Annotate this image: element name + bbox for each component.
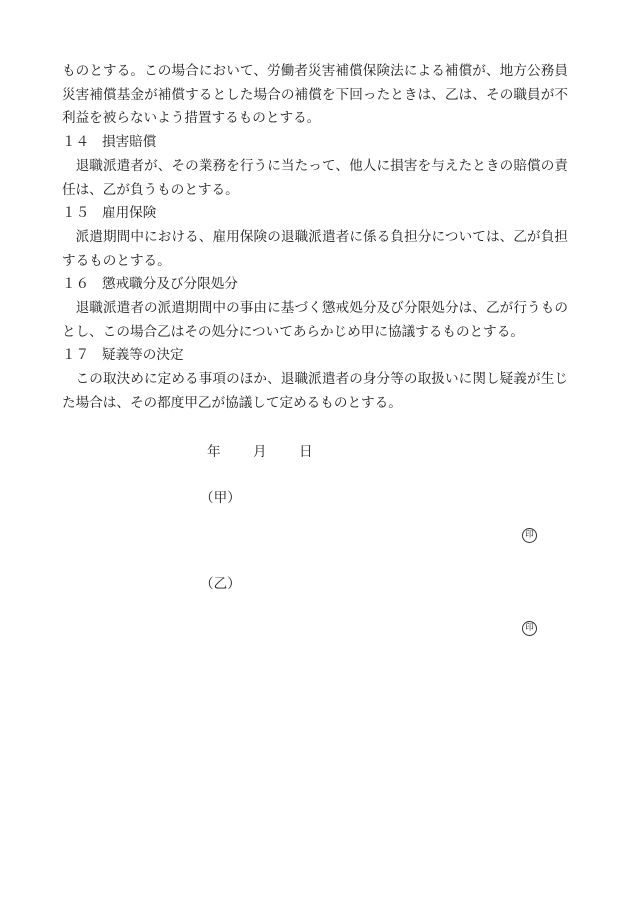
section-17-text: この取決めに定める事項のほか、退職派遣者の身分等の取扱いに関し疑義が生じた場合は、その都度甲乙が協議して定めるものとする。	[62, 371, 568, 411]
seal-icon: 印	[522, 528, 537, 543]
seal-icon: 印	[522, 621, 537, 636]
section-14-number: １４	[62, 134, 90, 151]
date-month: 月	[253, 444, 267, 460]
section-14-heading	[62, 131, 568, 155]
section-16-text: 退職派遣者の派遣期間中の事由に基づく懲戒処分及び分限処分は、乙が行うものとし、この場合乙はその処分についてあらかじめ甲に協議するものとする。	[62, 300, 568, 340]
date-line	[207, 443, 313, 461]
section-15-title: 雇用保険	[102, 205, 157, 222]
date-year: 年	[207, 444, 221, 460]
section-14-text: 退職派遣者が、その業務を行うに当たって、他人に損害を与えたときの賠償の責任は、乙が負うものとする。	[62, 157, 568, 198]
section-16-number: １６	[62, 276, 90, 293]
section-16-heading	[62, 273, 568, 297]
intro-paragraph: ものとする。この場合において、労働者災害補償保険法による補償が、地方公務員災害補償基金が補償するとした場合の補償を下回ったときは、乙は、その職員が不利益を被らないよう措置するものとする。	[62, 63, 568, 127]
section-14-title: 損害賠償	[102, 134, 157, 151]
section-15-heading	[62, 202, 568, 226]
document-body	[62, 60, 568, 416]
section-15-text: 派遣期間中における、雇用保険の退職派遣者に係る負担分については、乙が負担するものとする。	[62, 228, 568, 269]
party-a-label: （甲）	[200, 490, 241, 506]
section-17-number: １７	[62, 347, 90, 364]
section-17-heading	[62, 344, 568, 368]
date-day: 日	[299, 444, 313, 460]
section-16-title: 懲戒職分及び分限処分	[102, 276, 238, 293]
section-17-title: 疑義等の決定	[102, 347, 184, 364]
party-b-label: （乙）	[200, 576, 241, 592]
section-15-number: １５	[62, 205, 90, 222]
